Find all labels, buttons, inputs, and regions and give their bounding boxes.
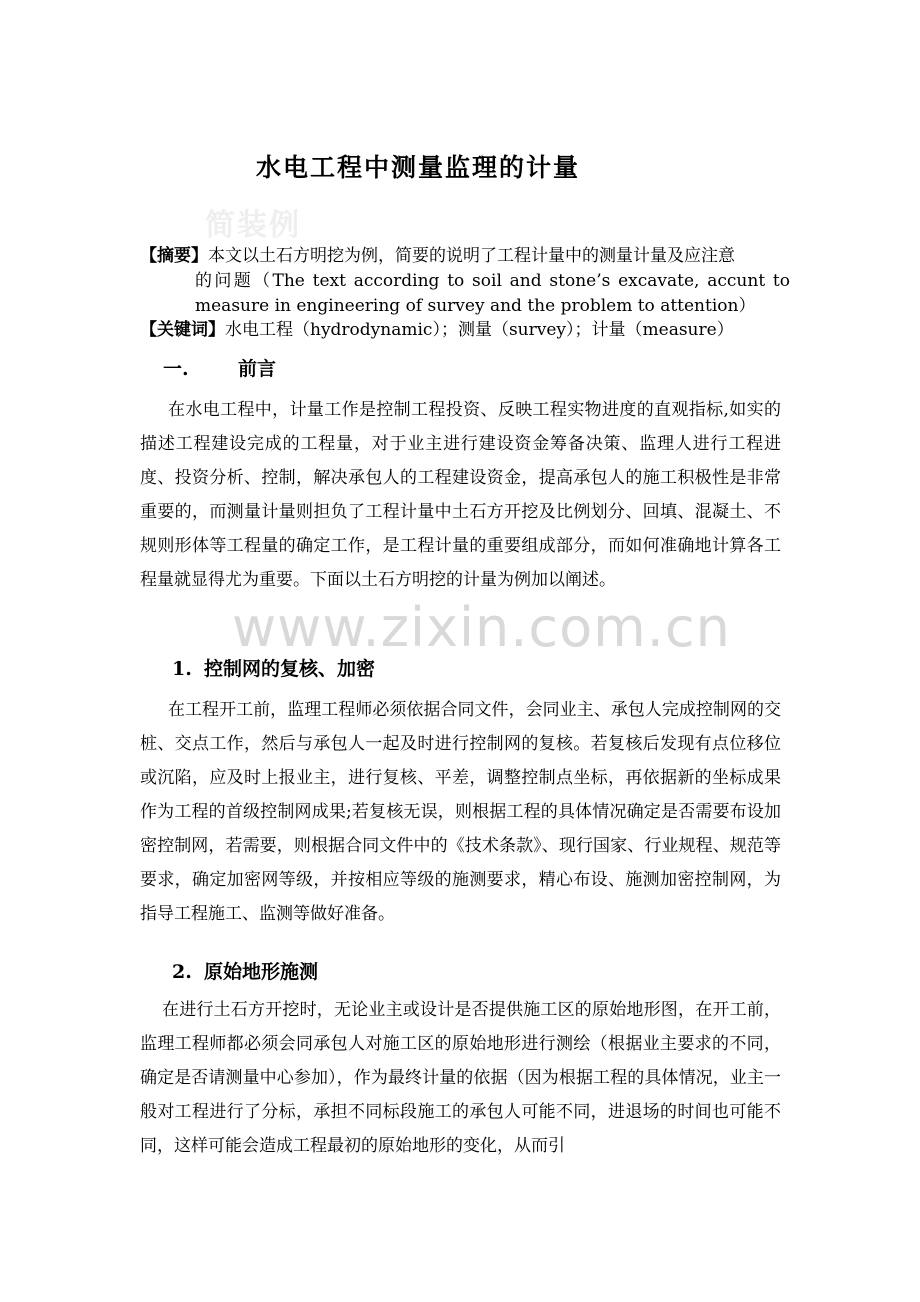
abstract-text-continuation: 的问题（The text according to soil and stone’s excavate, accunt to measure in engineering of survey and the problem to attention） [195, 271, 790, 316]
section-number: 一. [163, 358, 189, 380]
keywords-tag: 【关键词】 [140, 320, 225, 340]
keywords-line [140, 318, 790, 342]
subsection-title: 原始地形施测 [204, 961, 319, 983]
keywords-text: 水电工程（hydrodynamic）；测量（survey）；计量（measure） [225, 320, 734, 340]
document-title: 水电工程中测量监理的计量 [255, 153, 580, 182]
subsection-heading-control-network [172, 654, 375, 681]
abstract-text-first-line: 本文以土石方明挖为例，简要的说明了工程计量中的测量计量及应注意 [208, 246, 735, 266]
subsection-heading-terrain-survey [172, 957, 318, 984]
subsection-number: 2. [172, 961, 192, 983]
section-heading-preface [163, 354, 276, 381]
faint-watermark-text: 简装例 [205, 208, 301, 243]
preface-paragraph: 在水电工程中，计量工作是控制工程投资、反映工程实物进度的直观指标,如实的描述工程建设完成的工程量，对于业主进行建设资金筹备决策、监理人进行工程进度、投资分析、控制，解决承包人的工程建设资金，提高承包人的施工积极性是非常重要的，而测量计量则担负了工程计量中土石方开挖及比例划分、回填、混凝土、不规则形体等工程量的确定工作，是工程计量的重要组成部分，而如何准确地计算各工程量就显得尤为重要。下面以土石方明挖的计量为例加以阐述。 [140, 400, 781, 590]
control-network-paragraph: 在工程开工前，监理工程师必须依据合同文件，会同业主、承包人完成控制网的交桩、交点工作，然后与承包人一起及时进行控制网的复核。若复核后发现有点位移位或沉陷，应及时上报业主，进行复核、平差，调整控制点坐标，再依据新的坐标成果作为工程的首级控制网成果;若复核无误，则根据工程的具体情况确定是否需要布设加密控制网，若需要，则根据合同文件中的《技术条款》、现行国家、行业规程、规范等要求，确定加密网等级，并按相应等级的施测要求，精心布设、施测加密控制网，为指导工程施工、监测等做好准备。 [140, 700, 781, 924]
site-watermark: www.zixin.com.cn [232, 596, 731, 659]
subsection-number: 1. [172, 658, 192, 680]
subsection-title: 控制网的复核、加密 [204, 658, 376, 680]
terrain-survey-paragraph: 在进行土石方开挖时，无论业主或设计是否提供施工区的原始地形图，在开工前，监理工程师都必须会同承包人对施工区的原始地形进行测绘（根据业主要求的不同，确定是否请测量中心参加），作为最终计量的依据（因为根据工程的具体情况，业主一般对工程进行了分标，承担不同标段施工的承包人可能不同，进退场的时间也可能不同，这样可能会造成工程最初的原始地形的变化，从而引 [140, 1000, 781, 1156]
abstract-tag: 【摘要】 [140, 246, 208, 266]
abstract-block [140, 244, 790, 319]
section-title: 前言 [238, 358, 277, 380]
